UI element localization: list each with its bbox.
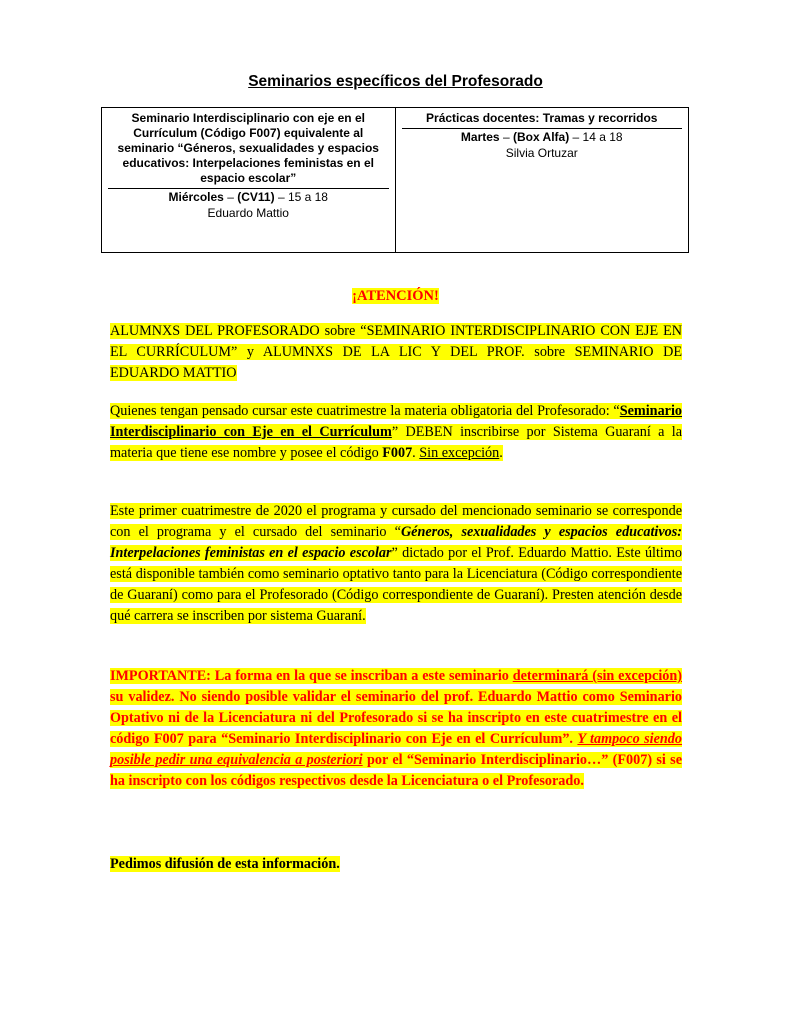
seminar-schedule: Miércoles – (CV11) – 15 a 18 [168,190,328,204]
seminar-teacher: Eduardo Mattio [207,206,289,220]
seminar-cell-practicas [395,108,689,253]
seminar-heading: Seminario Interdisciplinario con eje en el Currículum (Código F007) equivalente al seminario “Géneros, sexualidades y espacios educativos: Interpelaciones feministas en el espacio escolar” [108,111,389,189]
seminar-schedule-table [101,107,689,253]
page-title: Seminarios específicos del Profesorado [248,73,543,90]
seminar-cell-interdisciplinario [102,108,396,253]
important-paragraph: IMPORTANTE: La forma en la que se inscriban a este seminario determinará (sin excepción) su validez. No siendo posible validar el seminario del prof. Eduardo Mattio como Seminario Optativo ni de la Licenciatura ni del Profesorado si se ha inscripto en este cuatrimestre en el código F007 para “Seminario Interdisciplinario con Eje en el Currículum”. Y tampoco siendo posible pedir una equivalencia a posteriori por el “Seminario Interdisciplinario…” (F007) si se ha inscripto con los códigos respectivos desde la Licenciatura o el Profesorado. [110,668,682,789]
seminar-hours: – 15 a 18 [277,190,328,204]
seminar-schedule: Martes – (Box Alfa) – 14 a 18 [460,130,623,144]
seminar-day: Miércoles [168,190,224,204]
seminar-room: (CV11) [237,190,275,204]
seminar-room: (Box Alfa) [512,130,570,144]
seminar-hours: – 14 a 18 [572,130,623,144]
attention-heading: ¡ATENCIÓN! [352,288,439,304]
seminar-heading: Prácticas docentes: Tramas y recorridos [402,111,683,129]
notice-paragraph-3: Este primer cuatrimestre de 2020 el programa y cursado del mencionado seminario se corresponde con el programa y el cursado del seminario “Géneros, sexualidades y espacios educativos: Interpelaciones feministas en el espacio escolar” dictado por el Prof. Eduardo Mattio. Este último está disponible también como seminario optativo tanto para la Licenciatura (Código correspondiente de Guaraní) como para el Profesorado (Código correspondiente de Guaraní). Presten atención desde qué carrera se inscriben por sistema Guaraní. [110,503,682,624]
seminar-teacher: Silvia Ortuzar [505,146,578,160]
notice-paragraph-2: Quienes tengan pensado cursar este cuatrimestre la materia obligatoria del Profesorado: “Seminario Interdisciplinario con Eje en el Currículum” DEBEN inscribirse por Sistema Guaraní a la materia que tiene ese nombre y posee el código F007. Sin excepción. [110,403,682,461]
notice-paragraph-1: ALUMNXS DEL PROFESORADO sobre “SEMINARIO INTERDISCIPLINARIO CON EJE EN EL CURRÍCULUM” y ALUMNXS DE LA LIC Y DEL PROF. sobre SEMINARIO DE EDUARDO MATTIO [110,323,682,381]
closing-paragraph: Pedimos difusión de esta información. [110,856,340,872]
seminar-day: Martes [460,130,500,144]
